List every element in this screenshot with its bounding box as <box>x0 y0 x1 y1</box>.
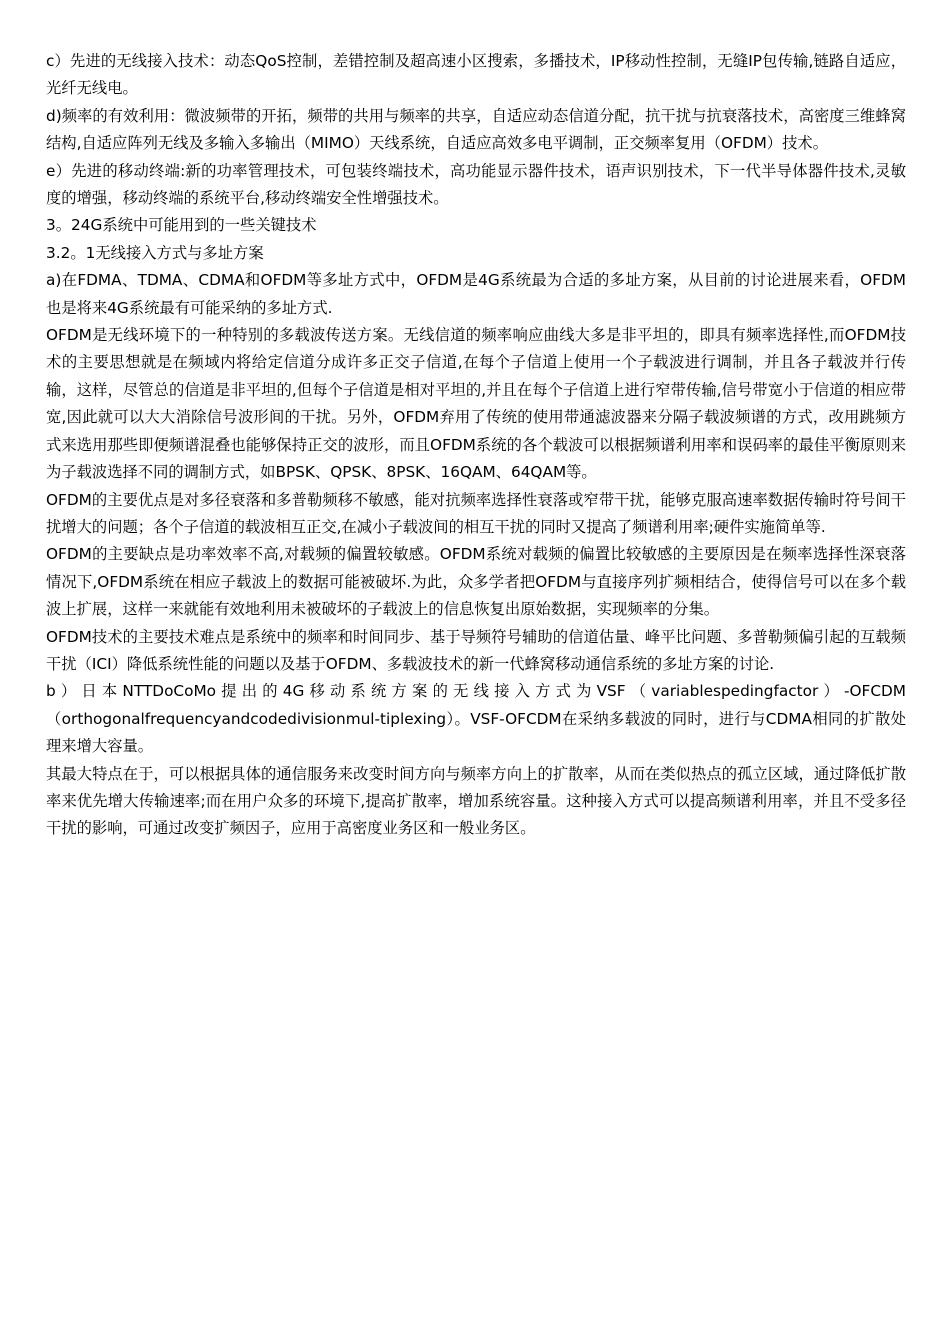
paragraph-ofdm-disadvantages: OFDM的主要缺点是功率效率不高,对载频的偏置较敏感。OFDM系统对载频的偏置比较敏感的主要原因是在频率选择性深衰落情况下,OFDM系统在相应子载波上的数据可能被破坏.为此，众多学者把OFDM与直接序列扩频相结合，使得信号可以在多个载波上扩展，这样一来就能有效地利用未被破坏的子载波上的信息恢复出原始数据，实现频率的分集。 <box>46 545 906 619</box>
document-body <box>46 48 906 843</box>
paragraph-a-ofdm-choice: a)在FDMA、TDMA、CDMA和OFDM等多址方式中，OFDM是4G系统最为合适的多址方案，从目前的讨论进展来看，OFDM也是将来4G系统最有可能采纳的多址方式. <box>46 271 906 317</box>
subsection-heading-access-schemes: 3.2。1无线接入方式与多址方案 <box>46 243 264 262</box>
paragraph-ofdm-difficulties: OFDM技术的主要技术难点是系统中的频率和时间同步、基于导频符号辅助的信道估量、峰平比问题、多普勒频偏引起的互载频干扰（ICI）降低系统性能的问题以及基于OFDM、多载波技术的新一代蜂窝移动通信系统的多址方案的讨论. <box>46 627 906 673</box>
paragraph-vsf-features: 其最大特点在于，可以根据具体的通信服务来改变时间方向与频率方向上的扩散率，从而在类似热点的孤立区域，通过降低扩散率来优先增大传输速率;而在用户众多的环境下,提高扩散率，增加系统容量。这种接入方式可以提高频谱利用率，并且不受多径干扰的影响，可通过改变扩频因子，应用于高密度业务区和一般业务区。 <box>46 764 906 838</box>
section-heading-key-technologies: 3。24G系统中可能用到的一些关键技术 <box>46 216 317 235</box>
paragraph-ofdm-advantages: OFDM的主要优点是对多径衰落和多普勒频移不敏感，能对抗频率选择性衰落或窄带干扰，能够克服高速率数据传输时符号间干扰增大的问题；各个子信道的载波相互正交,在减小子载波间的相互干扰的同时又提高了频谱利用率;硬件实施简单等. <box>46 490 906 536</box>
paragraph-d-frequency-use: d)频率的有效利用：微波频带的开拓，频带的共用与频率的共享，自适应动态信道分配，抗干扰与抗衰落技术，高密度三维蜂窝结构,自适应阵列无线及多输入多输出（MIMO）天线系统，自适应高效多电平调制，正交频率复用（OFDM）技术。 <box>46 106 906 153</box>
paragraph-e-mobile-terminal: e）先进的移动终端:新的功率管理技术，可包装终端技术，高功能显示器件技术，语声识别技术，下一代半导体器件技术,灵敏度的增强，移动终端的系统平台,移动终端安全性增强技术。 <box>46 161 906 208</box>
paragraph-ofdm-description: OFDM是无线环境下的一种特别的多载波传送方案。无线信道的频率响应曲线大多是非平坦的，即具有频率选择性,而OFDM技术的主要思想就是在频域内将给定信道分成许多正交子信道,在每个子信道上使用一个子载波进行调制，并且各子载波并行传输，这样，尽管总的信道是非平坦的,但每个子信道是相对平坦的,并且在每个子信道上进行窄带传输,信号带宽小于信道的相应带宽,因此就可以大大消除信号波形间的干扰。另外，OFDM弃用了传统的使用带通滤波器来分隔子载波频谱的方式，改用跳频方式来选用那些即便频谱混叠也能够保持正交的波形，而且OFDM系统的各个载波可以根据频谱利用率和误码率的最佳平衡原则来为子载波选择不同的调制方式，如BPSK、QPSK、8PSK、16QAM、64QAM等。 <box>46 326 906 482</box>
paragraph-c-wireless-access: c）先进的无线接入技术：动态QoS控制，差错控制及超高速小区搜索，多播技术，IP移动性控制，无缝IP包传输,链路自适应，光纤无线电。 <box>46 52 906 98</box>
paragraph-b-vsf-ofcdm: b）日本NTTDoCoMo提出的4G移动系统方案的无线接入方式为VSF（variablespedingfactor）-OFCDM（orthogonalfrequencyandcodedivisionmul-tiplexing）。VSF-OFCDM在采纳多载波的同时，进行与CDMA相同的扩散处理来增大容量。 <box>46 682 906 756</box>
